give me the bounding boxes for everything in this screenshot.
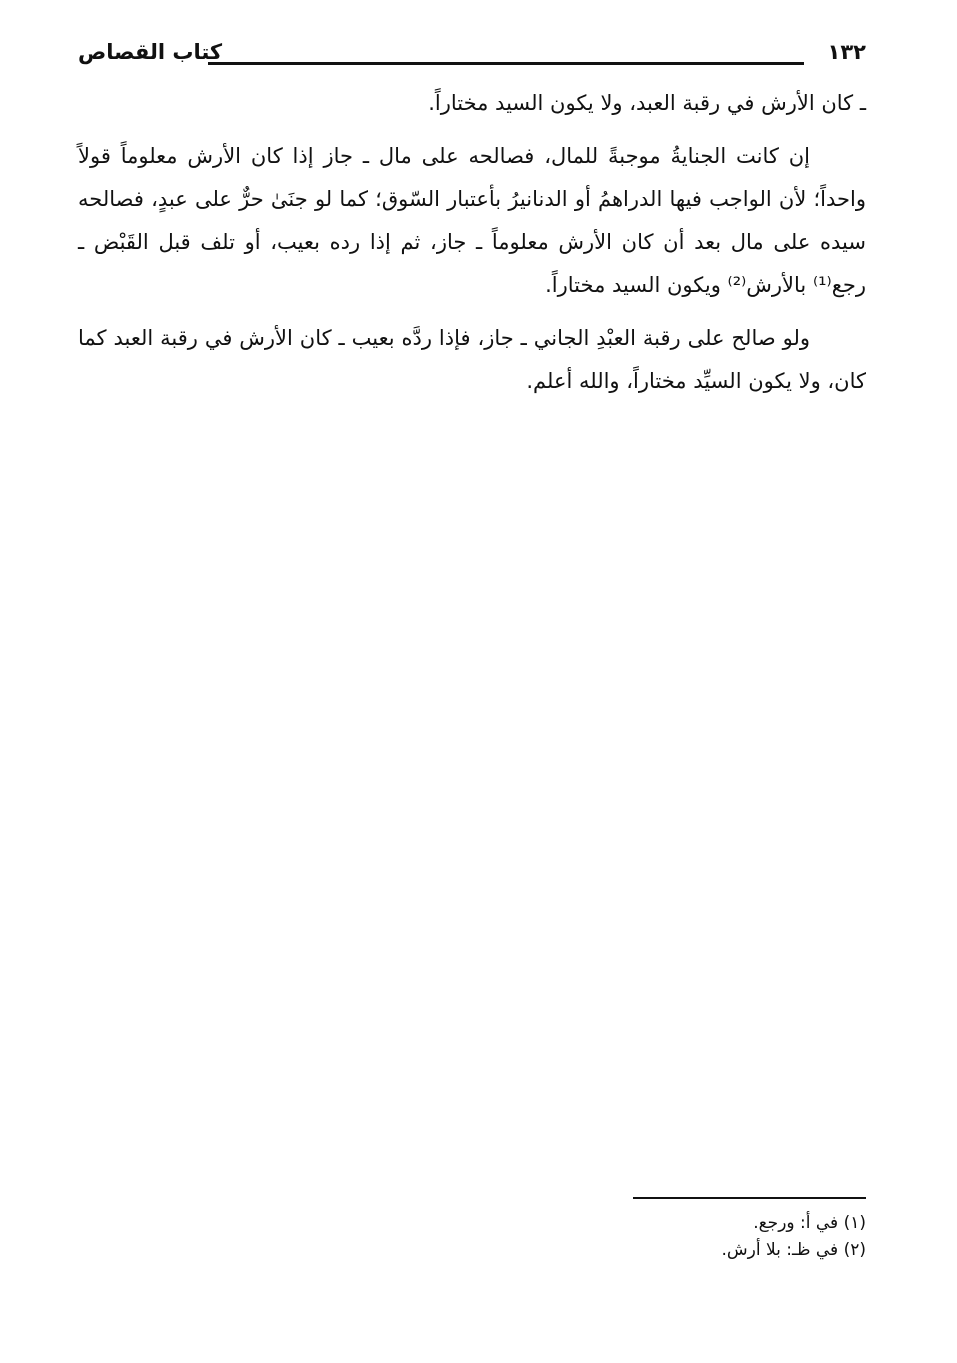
paragraph-1: ـ كان الأرش في رقبة العبد، ولا يكون السيد مختاراً. — [428, 91, 866, 115]
running-title: كتاب القصاص — [78, 40, 223, 64]
footnote-separator — [633, 1197, 866, 1199]
footnotes — [466, 1210, 866, 1264]
page-number: ١٣٢ — [827, 40, 866, 64]
footnote-2: (٢) في ظـ: بلا أرش. — [721, 1240, 866, 1260]
paragraph-2: إن كانت الجنايةُ موجبةً للمال، فصالحه على مال ـ جاز إذا كان الأرش معلوماً قولاً واحداً؛ لأن الواجب فيها الدراهمُ أو الدنانيرُ بأعتبار السّوق؛ كما لو جنَىٰ حرٌّ على عبدٍ، فصالحه سيده على مال بعد أن كان الأرش معلوماً ـ جاز، ثم إذا رده بعيب، أو تلف قبل القَبْض ـ رجع⁽¹⁾ بالأرش⁽²⁾ ويكون السيد مختاراً. — [78, 144, 866, 297]
footnote-1: (١) في أ: ورجع. — [753, 1213, 866, 1233]
header-rule — [208, 62, 804, 65]
page-header — [78, 38, 866, 78]
paragraph-3: ولو صالح على رقبة العبْدِ الجاني ـ جاز، فإذا ردَّه بعيب ـ كان الأرش في رقبة العبد كما كان، ولا يكون السيِّد مختاراً، والله أعلم. — [78, 326, 866, 393]
main-text — [78, 82, 866, 413]
